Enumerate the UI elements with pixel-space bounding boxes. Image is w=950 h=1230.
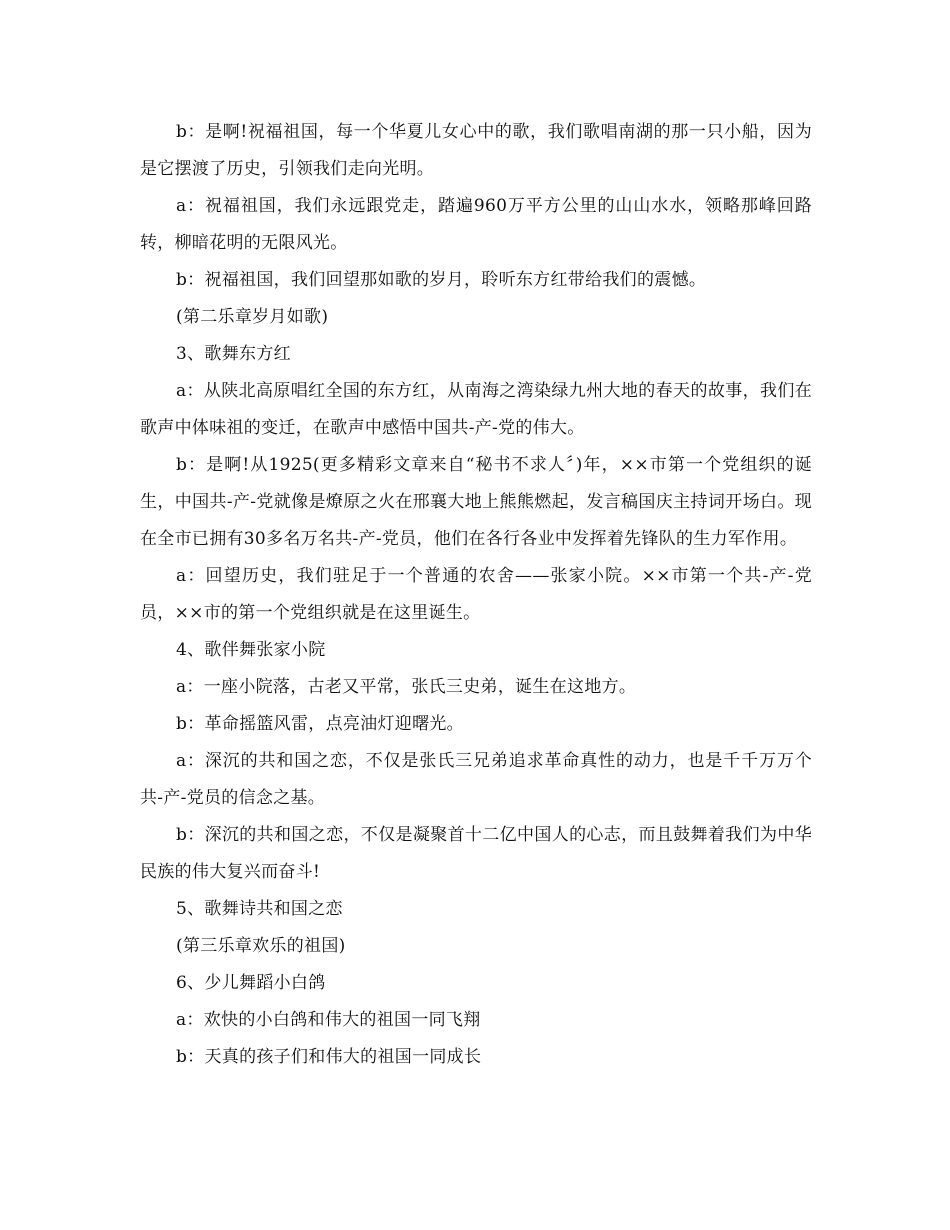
paragraph: a：回望历史，我们驻足于一个普通的农舍——张家小院。××市第一个共-产-党员，××市的第一个党组织就是在这里诞生。 — [140, 566, 812, 623]
paragraph: b：天真的孩子们和伟大的祖国一同成长 — [176, 1047, 482, 1067]
document-body — [140, 114, 812, 1076]
paragraph: a：一座小院落，古老又平常，张氏三史弟，诞生在这地方。 — [176, 677, 637, 697]
paragraph: a：深沉的共和国之恋，不仅是张氏三兄弟追求革命真性的动力，也是千千万万个共-产-党员的信念之基。 — [140, 751, 812, 808]
paragraph: b：深沉的共和国之恋，不仅是凝聚首十二亿中国人的心志，而且鼓舞着我们为中华民族的伟大复兴而奋斗! — [140, 825, 812, 882]
paragraph: a：欢快的小白鸽和伟大的祖国一同飞翔 — [176, 1010, 481, 1030]
program-item: 3、歌舞东方红 — [176, 344, 291, 364]
section-heading: (第三乐章欢乐的祖国) — [176, 936, 346, 956]
paragraph: b：革命摇篮风雷，点亮油灯迎曙光。 — [176, 714, 464, 734]
paragraph: b：是啊!祝福祖国，每一个华夏儿女心中的歌，我们歌唱南湖的那一只小船，因为是它摆渡了历史，引领我们走向光明。 — [140, 122, 812, 179]
program-item: 6、少儿舞蹈小白鸽 — [176, 973, 326, 993]
section-heading: (第二乐章岁月如歌) — [176, 307, 329, 327]
paragraph: b：祝福祖国，我们回望那如歌的岁月，聆听东方红带给我们的震憾。 — [176, 270, 707, 290]
program-item: 5、歌舞诗共和国之恋 — [176, 899, 343, 919]
paragraph: a：从陕北高原唱红全国的东方红，从南海之湾染绿九州大地的春天的故事，我们在歌声中体味祖的变迁，在歌声中感悟中国共-产-党的伟大。 — [140, 381, 812, 438]
program-item: 4、歌伴舞张家小院 — [176, 640, 326, 660]
paragraph: a：祝福祖国，我们永远跟党走，踏遍960万平方公里的山山水水，领略那峰回路转，柳暗花明的无限风光。 — [140, 196, 812, 253]
paragraph: b：是啊!从1925(更多精彩文章来自“秘书不求人〞)年，××市第一个党组织的诞生，中国共-产-党就像是燎原之火在邢襄大地上熊熊燃起，发言稿国庆主持词开场白。现在全市已拥有30多名万名共-产-党员，他们在各行各业中发挥着先锋队的生力军作用。 — [140, 455, 812, 549]
